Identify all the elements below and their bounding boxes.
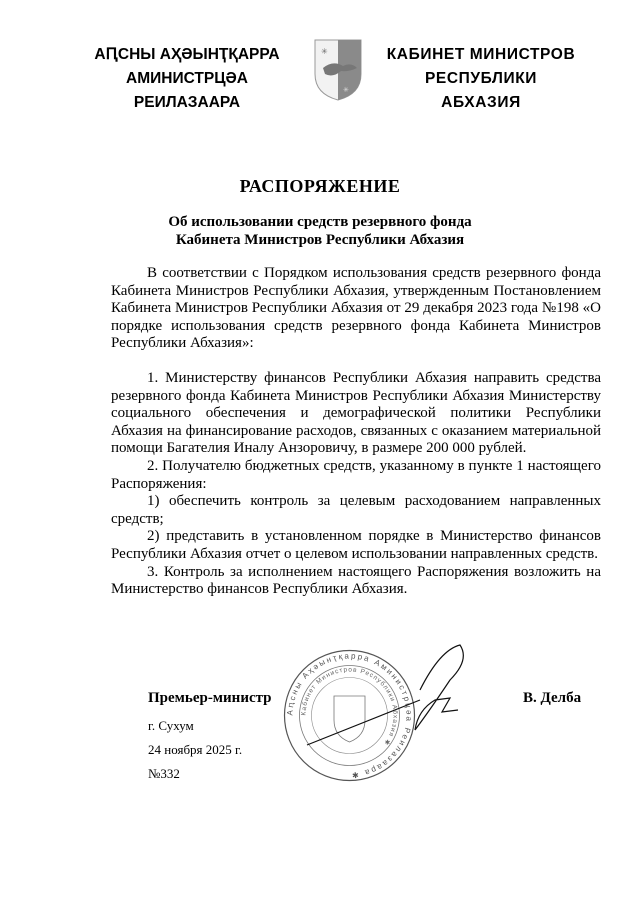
coat-of-arms-emblem [313,38,363,102]
issue-date: 24 ноября 2025 г. [148,742,243,757]
header-left-line2: АМИНИСТРЦӘА РЕИЛАЗААРА [126,70,248,111]
handwritten-signature [300,640,480,760]
document-number: №332 [148,766,180,781]
header-right-line1: КАБИНЕТ МИНИСТРОВ [386,46,576,63]
signatory-position: Премьер-министр [148,690,272,706]
paragraph-item-1: 1. Министерству финансов Республики Абхазия направить средства резервного фонда Кабинета Министров Республики Абхазия Министерству социального обеспечения и демографической политики Республики Абхазия на финансирование расходов, связанных с оказанием материальной помощи Багателия Иналу Анзоровичу, в размере 200 000 рублей. [111,369,601,457]
signatory-name: В. Делба [523,690,582,706]
paragraph-preamble: В соответствии с Порядком использования средств резервного фонда Кабинета Министров Республики Абхазия, утвержденным Постановлением Кабинета Министров Республики Абхазия от 29 декабря 2023 года №198 «О порядке использования средств резервного фонда Кабинета Министров Республики Абхазия»: [111,265,601,352]
document-body [111,265,601,599]
paragraph-item-3: 3. Контроль за исполнением настоящего Распоряжения возложить на Министерство финансов Республики Абхазия. [111,563,601,598]
svg-text:Аԥсны Аҳәынҭқарра Аминистрцәа: Аԥсны Аҳәынҭқарра Аминистрцәа Реилазаара ✱ [285,651,414,780]
paragraph-item-2-1: 1) обеспечить контроль за целевым расходованием направленных средств; [111,493,601,527]
header-right-line2: РЕСПУБЛИКИ АБХАЗИЯ [424,70,538,111]
svg-text:✳: ✳ [343,86,349,94]
paragraph-item-2-2: 2) представить в установленном порядке в Министерство финансов Республики Абхазия отчет о целевом использовании направленных средств. [111,528,601,562]
header-left-line1: АԤСНЫ АҲӘЫНҬҚАРРА [94,46,280,63]
svg-text:✳: ✳ [321,47,328,56]
svg-text:Кабинет Министров Республики А: Кабинет Министров Республики Абхазия ✱ [300,666,399,747]
issue-city: г. Сухум [148,718,194,733]
document-title: РАСПОРЯЖЕНИЕ [239,176,401,196]
document-subtitle [0,213,640,249]
subtitle-line2: Кабинета Министров Республики Абхазия [175,232,465,248]
header-right [383,43,579,115]
paragraph-item-2: 2. Получателю бюджетных средств, указанному в пункте 1 настоящего Распоряжения: [111,457,601,492]
header-left [78,43,296,115]
subtitle-line1: Об использовании средств резервного фонда [168,214,472,230]
